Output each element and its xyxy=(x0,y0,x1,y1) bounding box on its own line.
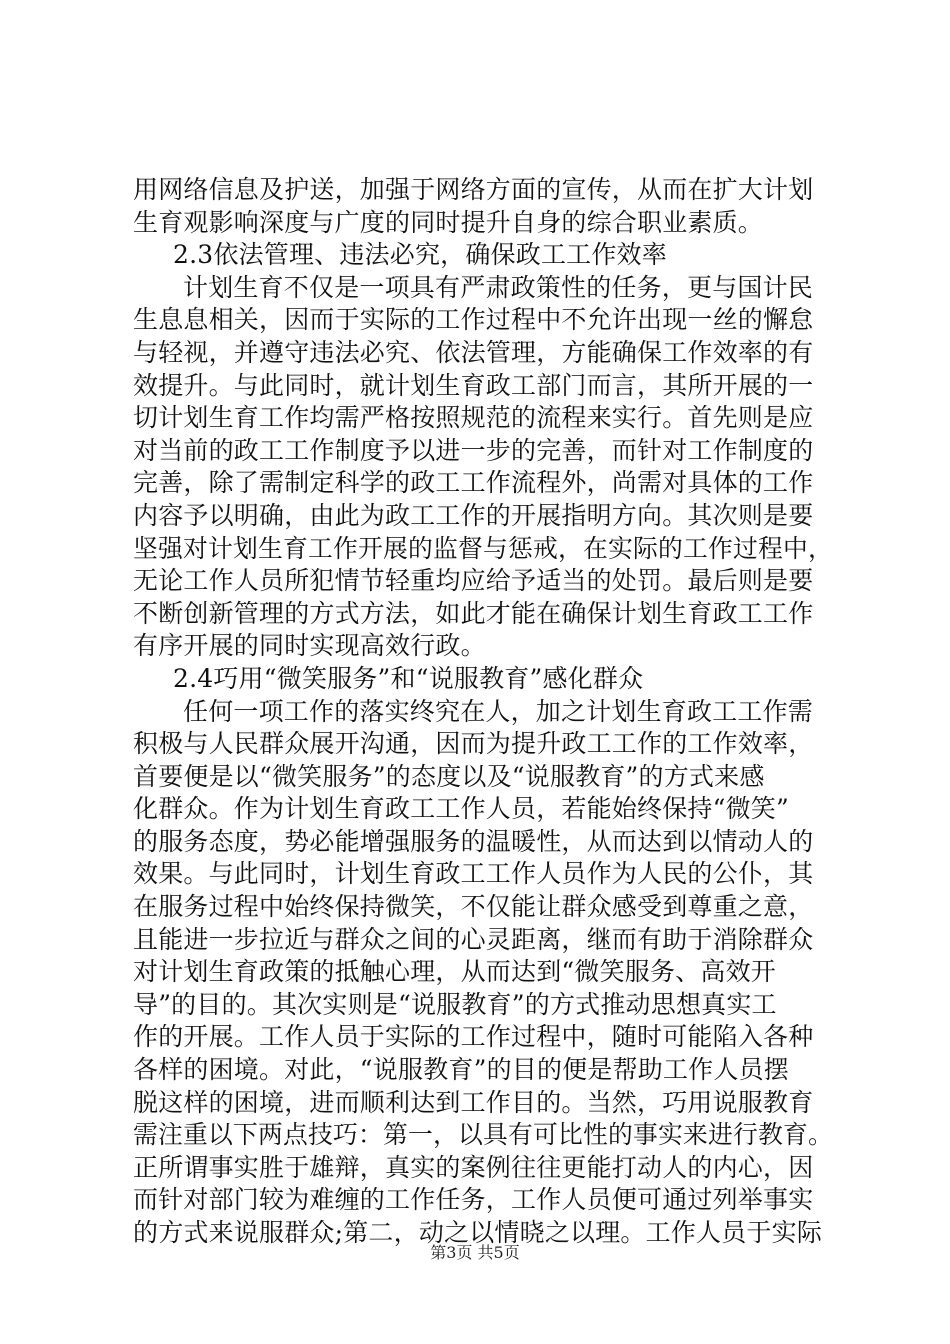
text-line: 不断创新管理的方式方法，如此才能在确保计划生育政工工作 xyxy=(133,598,814,628)
text-line: 的方式来说服群众;第二，动之以情晓之以理。工作人员于实际 xyxy=(133,1218,823,1247)
document-body xyxy=(133,174,833,1250)
page-footer: 第3页 共5页 xyxy=(430,1243,520,1262)
text-line: 且能进一步拉近与群众之间的心灵距离，继而有助于消除群众 xyxy=(133,924,814,954)
text-line: 计划生育不仅是一项具有严肃政策性的任务，更与国计民 xyxy=(183,272,814,302)
text-line: 效果。与此同时，计划生育政工工作人员作为人民的公仆，其 xyxy=(133,859,814,889)
section-heading: 2.4巧用“微笑服务”和“说服教育”感化群众 xyxy=(173,663,644,693)
text-line: 效提升。与此同时，就计划生育政工部门而言，其所开展的一 xyxy=(133,370,814,400)
text-line: 积极与人民群众展开沟通，因而为提升政工工作的工作效率， xyxy=(133,729,814,759)
text-line: 生息息相关，因而于实际的工作过程中不允许出现一丝的懈怠 xyxy=(133,305,814,335)
text-line: 有序开展的同时实现高效行政。 xyxy=(133,631,486,661)
text-line: 对当前的政工工作制度予以进一步的完善，而针对工作制度的 xyxy=(133,435,814,465)
text-line: 在服务过程中始终保持微笑，不仅能让群众感受到尊重之意， xyxy=(133,892,814,922)
text-line: 脱这样的困境，进而顺利达到工作目的。当然，巧用说服教育 xyxy=(133,1087,814,1117)
text-line: 导”的目的。其次实则是“说服教育”的方式推动思想真实工 xyxy=(133,989,777,1019)
text-line: 用网络信息及护送，加强于网络方面的宣传，从而在扩大计划 xyxy=(133,175,814,204)
text-line: 正所谓事实胜于雄辩，真实的案例往往更能打动人的内心，因 xyxy=(133,1152,814,1182)
text-line: 需注重以下两点技巧：第一，以具有可比性的事实来进行教育。 xyxy=(133,1120,834,1150)
text-line: 首要便是以“微笑服务”的态度以及“说服教育”的方式来感 xyxy=(133,761,765,791)
text-line: 的服务态度，势必能增强服务的温暖性，从而达到以情动人的 xyxy=(133,826,814,856)
text-line: 内容予以明确，由此为政工工作的开展指明方向。其次则是要 xyxy=(133,500,814,530)
text-line: 切计划生育工作均需严格按照规范的流程来实行。首先则是应 xyxy=(133,403,814,433)
text-line: 与轻视，并遵守违法必究、依法管理，方能确保工作效率的有 xyxy=(133,337,814,367)
text-line: 化群众。作为计划生育政工工作人员，若能始终保持“微笑” xyxy=(133,794,789,824)
text-line: 完善，除了需制定科学的政工工作流程外，尚需对具体的工作 xyxy=(133,468,814,498)
text-line: 无论工作人员所犯情节轻重均应给予适当的处罚。最后则是要 xyxy=(133,566,814,596)
text-line: 而针对部门较为难缠的工作任务，工作人员便可通过列举事实 xyxy=(133,1185,814,1215)
text-line: 各样的困境。对此，“说服教育”的目的便是帮助工作人员摆 xyxy=(133,1055,789,1085)
section-heading: 2.3依法管理、违法必究，确保政工工作效率 xyxy=(173,240,667,270)
text-line: 坚强对计划生育工作开展的监督与惩戒，在实际的工作过程中， xyxy=(133,533,834,563)
text-line: 生育观影响深度与广度的同时提升自身的综合职业素质。 xyxy=(133,207,764,237)
text-line: 任何一项工作的落实终究在人，加之计划生育政工工作需 xyxy=(183,696,814,726)
text-line: 作的开展。工作人员于实际的工作过程中，随时可能陷入各种 xyxy=(133,1022,814,1052)
text-line: 对计划生育政策的抵触心理，从而达到“微笑服务、高效开 xyxy=(133,957,776,987)
